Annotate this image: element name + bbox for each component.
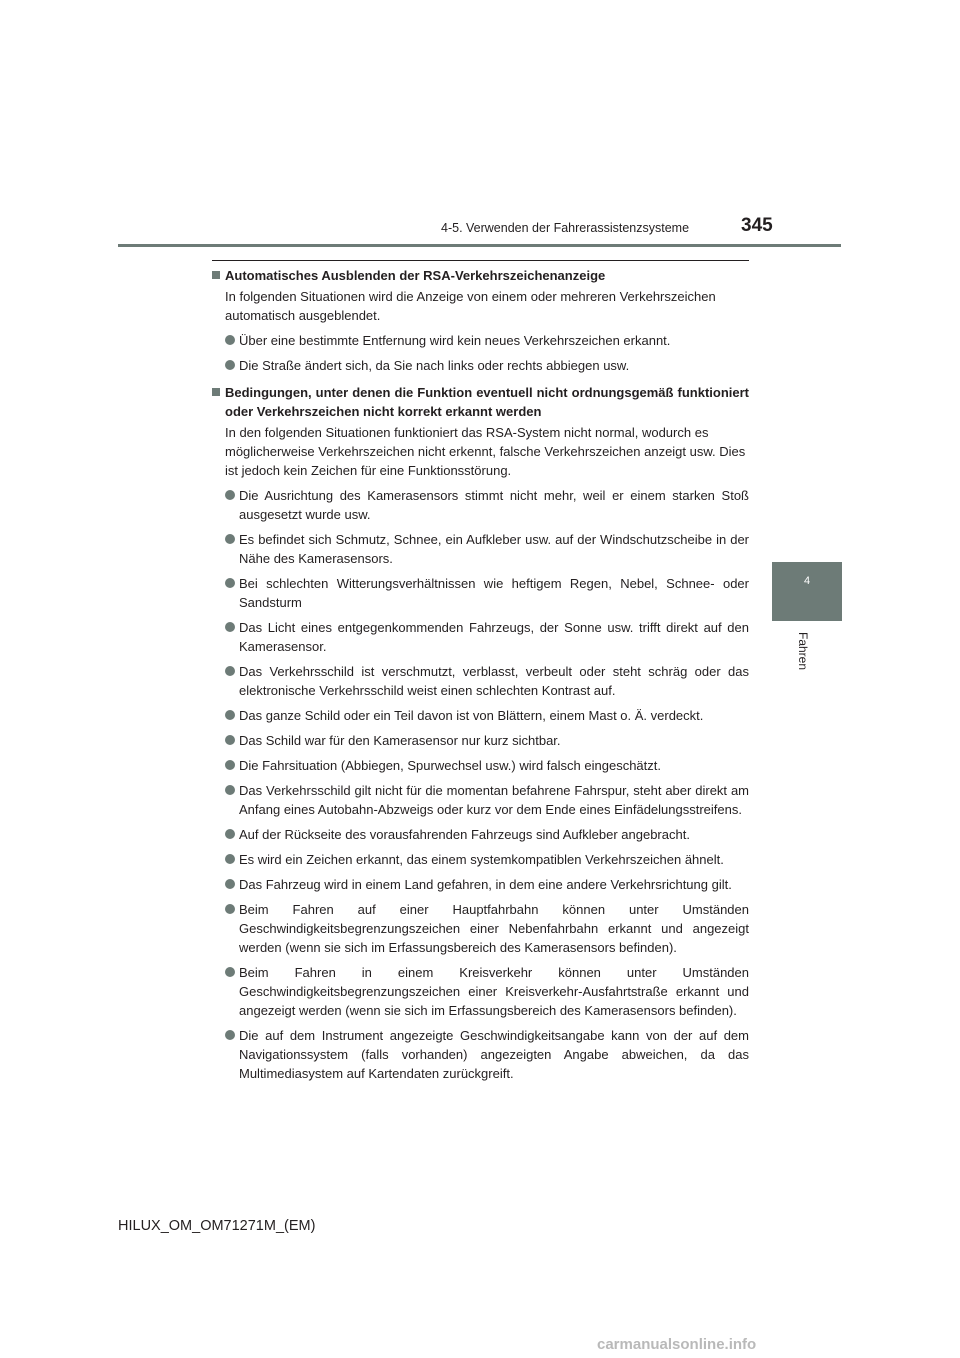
- round-bullet-icon: [225, 879, 235, 889]
- list-item-text: Das Verkehrsschild ist verschmutzt, verblasst, verbeult oder steht schräg oder das elektronische Verkehrsschild weist einen schlechten Kontrast auf.: [239, 664, 749, 698]
- list-item: [212, 963, 749, 1020]
- round-bullet-icon: [225, 490, 235, 500]
- list-item: [212, 900, 749, 957]
- list-item-text: Beim Fahren auf einer Hauptfahrbahn können unter Umständen Geschwindigkeitsbegrenzungszeichen einer Nebenfahrbahn erkannt und angezeigt werden (wenn sie sich im Erfassungsbereich des Kamerasensors befinden).: [239, 902, 749, 955]
- list-item-text: Das Schild war für den Kamerasensor nur kurz sichtbar.: [239, 733, 561, 748]
- list-item: [212, 574, 749, 612]
- list-item: [212, 486, 749, 524]
- round-bullet-icon: [225, 710, 235, 720]
- chapter-tab: [772, 562, 842, 621]
- round-bullet-icon: [225, 666, 235, 676]
- list-item: [212, 662, 749, 700]
- round-bullet-icon: [225, 829, 235, 839]
- round-bullet-icon: [225, 578, 235, 588]
- list-item-text: Beim Fahren in einem Kreisverkehr können unter Umständen Geschwindigkeitsbegrenzungszeichen einer Kreisverkehr-Ausfahrtstraße erkannt und angezeigt werden (wenn sie sich im Erfassungsbereich des Kamerasensors befinden).: [239, 965, 749, 1018]
- list-item-text: Es wird ein Zeichen erkannt, das einem systemkompatiblen Verkehrszeichen ähnelt.: [239, 852, 724, 867]
- header-divider: [118, 244, 841, 247]
- section-heading-text: Automatisches Ausblenden der RSA-Verkehrszeichenanzeige: [225, 268, 606, 283]
- square-bullet-icon: [212, 388, 220, 396]
- section-intro: In den folgenden Situationen funktioniert das RSA-System nicht normal, wodurch es möglicherweise Verkehrszeichen nicht erkennt, falsche Verkehrszeichen anzeigt usw. Dies ist jedoch kein Zeichen für eine Funktionsstörung.: [225, 425, 746, 478]
- list-item-text: Über eine bestimmte Entfernung wird kein neues Verkehrszeichen erkannt.: [239, 333, 671, 348]
- round-bullet-icon: [225, 360, 235, 370]
- list-item-text: Die auf dem Instrument angezeigte Geschwindigkeitsangabe kann von der auf dem Navigationssystem (falls vorhanden) angezeigten Angabe abweichen, da das Multimediasystem auf Kartendaten zurückgreift.: [239, 1028, 749, 1081]
- section-heading-text: Bedingungen, unter denen die Funktion eventuell nicht ordnungsgemäß funktioniert oder Verkehrszeichen nicht korrekt erkannt werden: [225, 385, 749, 419]
- round-bullet-icon: [225, 904, 235, 914]
- document-id: HILUX_OM_OM71271M_(EM): [118, 1218, 316, 1234]
- list-item: [212, 756, 749, 775]
- round-bullet-icon: [225, 785, 235, 795]
- list-item-text: Die Fahrsituation (Abbiegen, Spurwechsel usw.) wird falsch eingeschätzt.: [239, 758, 661, 773]
- round-bullet-icon: [225, 760, 235, 770]
- list-item-text: Das Verkehrsschild gilt nicht für die momentan befahrene Fahrspur, steht aber direkt am Anfang eines Autobahn-Abzweigs oder kurz vor dem Ende eines Einfädelungsstreifens.: [239, 783, 749, 817]
- watermark: carmanualsonline.info: [597, 1336, 757, 1353]
- list-item-text: Auf der Rückseite des vorausfahrenden Fahrzeugs sind Aufkleber angebracht.: [239, 827, 690, 842]
- list-item-text: Das Licht eines entgegenkommenden Fahrzeugs, der Sonne usw. trifft direkt auf den Kamerasensor.: [239, 620, 749, 654]
- list-item-text: Bei schlechten Witterungsverhältnissen wie heftigem Regen, Nebel, Schnee- oder Sandsturm: [239, 576, 749, 610]
- list-item: [212, 530, 749, 568]
- round-bullet-icon: [225, 735, 235, 745]
- round-bullet-icon: [225, 534, 235, 544]
- list-item-text: Die Ausrichtung des Kamerasensors stimmt nicht mehr, weil er einem starken Stoß ausgesetzt wurde usw.: [239, 488, 749, 522]
- round-bullet-icon: [225, 967, 235, 977]
- list-item-text: Es befindet sich Schmutz, Schnee, ein Aufkleber usw. auf der Windschutzscheibe in der Nähe des Kamerasensors.: [239, 532, 749, 566]
- list-item: [212, 331, 749, 350]
- section-heading: [212, 266, 749, 285]
- list-item: [212, 781, 749, 819]
- round-bullet-icon: [225, 854, 235, 864]
- chapter-tab-label-text: Fahren: [796, 631, 810, 671]
- section-heading: [212, 383, 749, 421]
- list-item-text: Die Straße ändert sich, da Sie nach links oder rechts abbiegen usw.: [239, 358, 630, 373]
- section-conditions: [212, 383, 749, 1083]
- round-bullet-icon: [225, 1030, 235, 1040]
- list-item: [212, 875, 749, 894]
- list-item: [212, 356, 749, 375]
- list-item: [212, 825, 749, 844]
- chapter-tab-number: 4: [803, 575, 811, 587]
- running-header-section: 4-5. Verwenden der Fahrerassistenzsysteme: [441, 221, 690, 235]
- content-divider: [212, 260, 749, 261]
- round-bullet-icon: [225, 622, 235, 632]
- list-item: [212, 618, 749, 656]
- list-item: [212, 706, 749, 725]
- list-item-text: Das ganze Schild oder ein Teil davon ist von Blättern, einem Mast o. Ä. verdeckt.: [239, 708, 704, 723]
- list-item: [212, 1026, 749, 1083]
- section-intro: In folgenden Situationen wird die Anzeige von einem oder mehreren Verkehrszeichen automatisch ausgeblendet.: [225, 289, 716, 323]
- list-item: [212, 731, 749, 750]
- list-item: [212, 850, 749, 869]
- chapter-tab-label: [796, 626, 810, 676]
- square-bullet-icon: [212, 271, 220, 279]
- round-bullet-icon: [225, 335, 235, 345]
- section-auto-hide: [212, 266, 749, 375]
- page-content: [212, 266, 749, 1083]
- list-item-text: Das Fahrzeug wird in einem Land gefahren, in dem eine andere Verkehrsrichtung gilt.: [239, 877, 732, 892]
- page-number: 345: [741, 215, 773, 236]
